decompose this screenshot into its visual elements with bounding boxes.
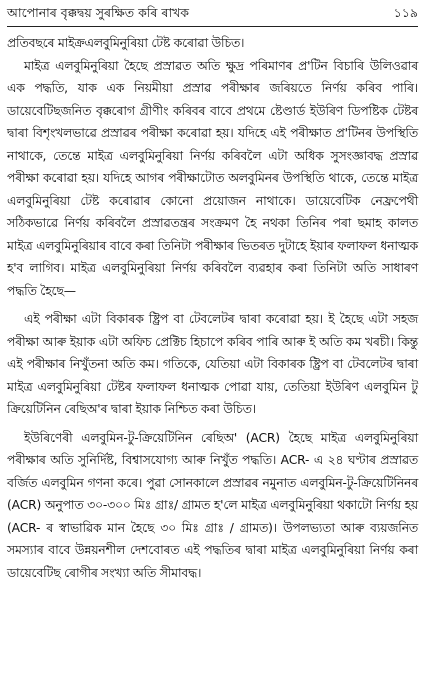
running-header	[7, 0, 418, 27]
running-title: আপোনাৰ বৃক্কদ্বয় সুৰক্ষিত কৰি ৰাখক	[7, 4, 190, 20]
page-number: ১১৯	[393, 4, 418, 20]
paragraph-4: ইউৰিণেৰী এলবুমিন-টু-ক্ৰিয়েটিনিন ৰেছিঅ' (ACR) হৈছে মাইত্ৰ এলবুমিনুৰিয়া পৰীক্ষাৰ অতি সুনিৰ্দিষ্ট, বিশ্বাসযোগ্য আৰু নিখুঁত পদ্ধতি। ACR- এ ২৪ ঘণ্টাৰ প্ৰস্ৰাৱত বৰ্জিত এলবুমিন গণনা কৰে। পুৱা সোনকালে প্ৰস্ৰাৱৰ নমুনাত এলবুমিন-টু-ক্ৰিয়েটিনিনৰ (ACR) অনুপাত ৩০-৩০০ মিঃ গ্ৰাঃ/ গ্ৰামত হ'লে মাইত্ৰ এলবুমিনুৰিয়া থকাটো নিৰ্ণয় হয় (ACR- ৰ স্বাভাৱিক মান হৈছে ৩০ মিঃ গ্ৰাঃ / গ্ৰামত)। উপলভ্যতা আৰু ব্যয়জনিত সমস্যাৰ বাবে উন্নয়নশীল দেশবোৰত এই পদ্ধতিৰ দ্বাৰা মাইত্ৰ এলবুমিনুৰিয়া নিৰ্ণয় কৰা ডায়েবেটিছ ৰোগীৰ সংখ্যা অতি সীমাবদ্ধ।	[7, 430, 418, 580]
paragraph-3: এই পৰীক্ষা এটা বিকাৰক ষ্ট্ৰিপ বা টেবলেটৰ দ্বাৰা কৰোৱা হয়। ই হৈছে এটা সহজ পৰীক্ষা আৰু ইয়াক এটা অফিচ প্ৰেক্টিচ হিচাপে কৰিব পাৰি আৰু ই অতি কম খৰচী। কিন্তু এই পৰীক্ষাৰ নিখুঁতনা অতি কম। গতিকে, যেতিয়া এটা বিকাৰক ষ্ট্ৰিপ বা টেবলেটৰ দ্বাৰা মাইত্ৰ এলবুমিনুৰিয়া টেষ্টৰ ফলাফল ধনাত্মক পোৱা যায়, তেতিয়া ইউৰিণ এলবুমিন টু ক্ৰিয়েটিনিন ৰেছিঅ'ৰ দ্বাৰা ইয়াক নিশ্চিত কৰা উচিত।	[7, 312, 418, 416]
paragraph-2: মাইত্ৰ এলবুমিনুৰিয়া হৈছে প্ৰস্ৰাৱত অতি ক্ষুদ্ৰ পৰিমাণৰ প্ৰ'টিন বিচাৰি উলিওৱাৰ এক পদ্ধতি, যাক এক নিয়মীয়া প্ৰস্ৰাৱ পৰীক্ষাৰ জৰিয়তে নিৰ্ণয় কৰিব পাৰি। ডায়েবেটিছজনিত বৃক্কৰোগ গ্ৰীণীং কৰিবৰ বাবে প্ৰথমে ষ্টেণ্ডাৰ্ড ইউৰিণ ডিপষ্টিক টেষ্টৰ দ্বাৰা বিশৃংখলভাৱে প্ৰস্ৰাৱৰ পৰীক্ষা কৰোৱা হয়। যদিহে এই পৰীক্ষাত প্ৰ'টিনৰ উপস্থিতি নাথাকে, তেন্তে মাইত্ৰ এলবুমিনুৰিয়া নিৰ্ণয় কৰিবলৈ এটা অধিক সুসংজ্ঞাবদ্ধ প্ৰস্ৰাৱ পৰীক্ষা কৰোৱা হয়। যদিহে আগৰ পৰীক্ষাটোত অলবুমিনৰ উপস্থিতি থাকে, তেন্তে মাইত্ৰ এলবুমিনুৰিয়া টেষ্ট কৰোৱাৰ কোনো প্ৰয়োজন নাথাকে। ডায়েবেটিক নেফ্ৰপেথী সঠিকভাৱে নিৰ্ণয় কৰিবলৈ প্ৰস্ৰাৱতন্ত্ৰৰ সংক্ৰমণ হৈ নথকা তিনিৰ পৰা ছমাহ কালত মাইত্ৰ এলবুমিনুৰিয়াৰ বাবে কৰা তিনিটা পৰীক্ষাৰ ভিতৰত দুটাহে ইয়াৰ ফলাফল ধনাত্মক হ'ব লাগিব। মাইত্ৰ এলবুমিনুৰিয়া নিৰ্ণয় কৰিবলৈ ব্যৱহাৰ কৰা তিনিটা অতি সাধাৰণ পদ্ধতি হৈছে—	[7, 58, 418, 298]
paragraph-1: প্ৰতিবছৰে মাইক্ৰএলবুমিনুৰিয়া টেষ্ট কৰোৱা উচিত।	[7, 36, 245, 50]
body-text	[7, 32, 418, 584]
